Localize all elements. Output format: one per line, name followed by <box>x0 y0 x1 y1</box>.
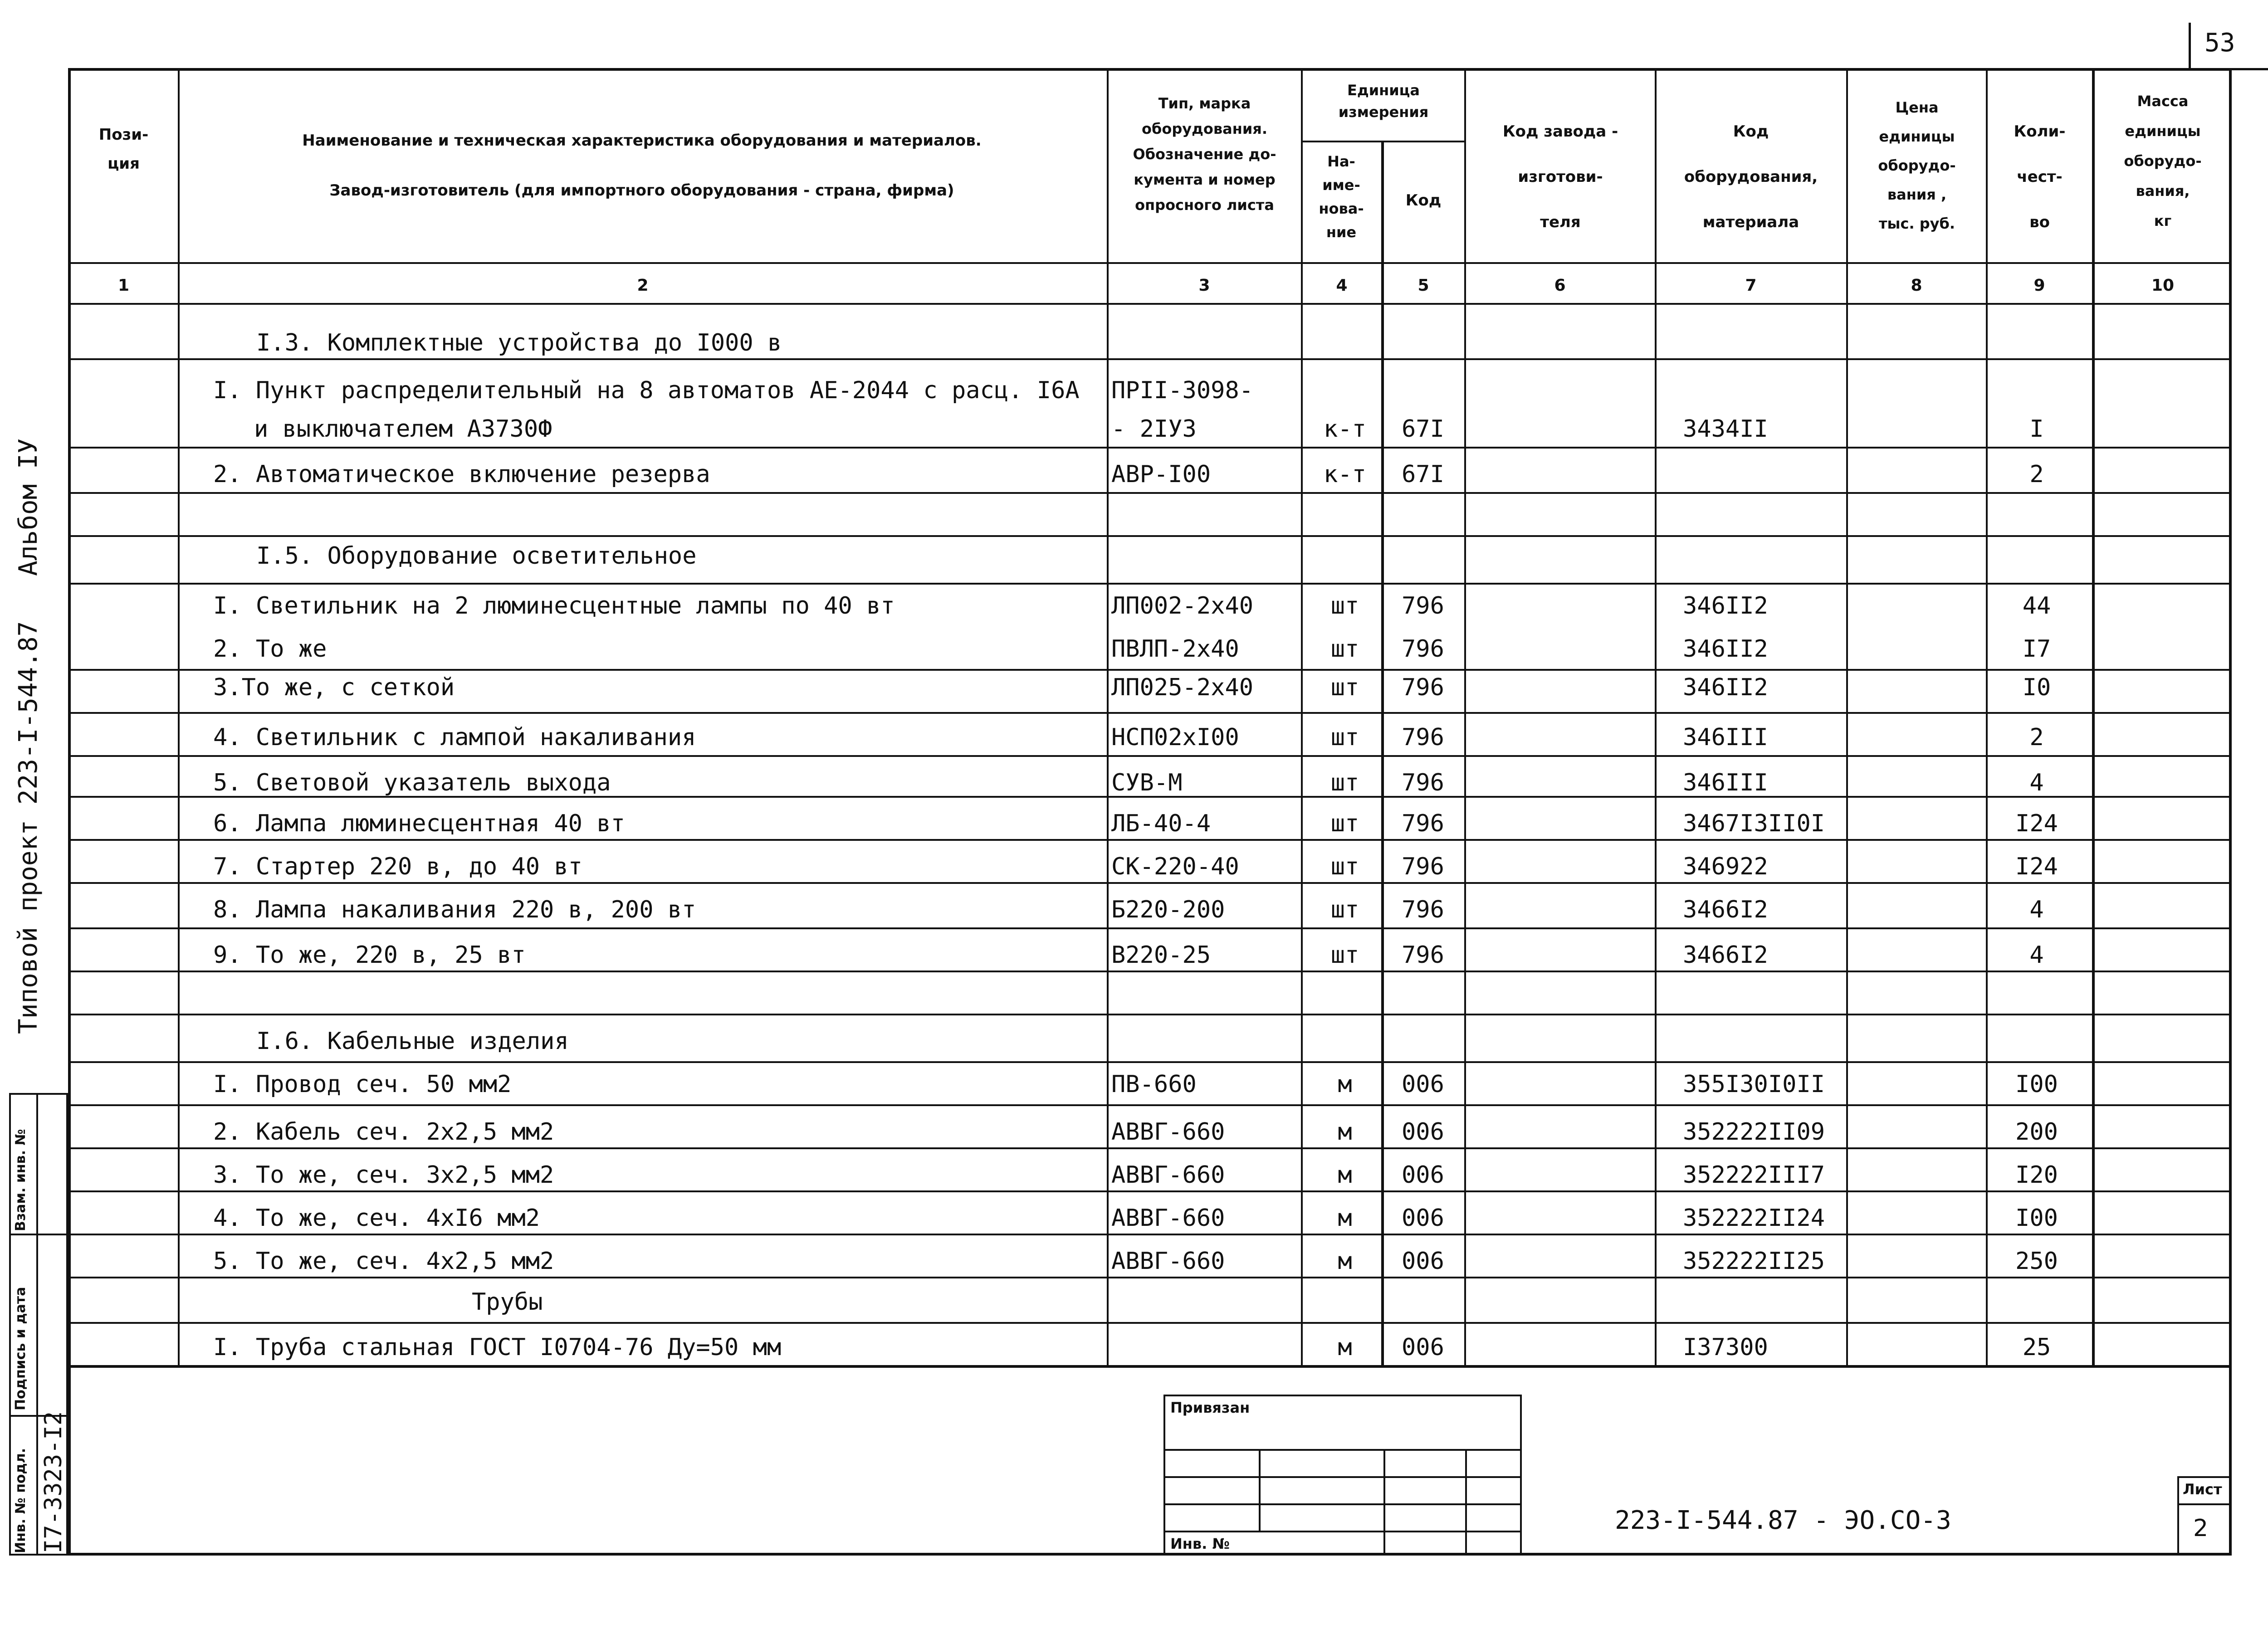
colnum-3: 3 <box>1198 276 1210 295</box>
row-eqcode: 3466I2 <box>1683 896 1768 923</box>
row-qty: I00 <box>2015 1071 2058 1098</box>
row-line <box>68 712 2232 714</box>
col-line <box>178 68 180 1366</box>
row-line <box>68 669 2232 671</box>
section-heading: Трубы <box>472 1288 543 1316</box>
row-qty: 4 <box>2029 896 2044 923</box>
row-unit: шт <box>1330 769 1359 796</box>
row-unit: шт <box>1330 896 1359 923</box>
row-eqcode: 346II2 <box>1683 592 1768 619</box>
row-code: 006 <box>1402 1248 1444 1275</box>
colnum-8: 8 <box>1911 276 1922 295</box>
row-code: 006 <box>1402 1161 1444 1189</box>
row-type: АВВГ-660 <box>1111 1248 1225 1275</box>
header-price: Цена единицы оборудо- вания , тыс. руб. <box>1878 99 1956 232</box>
row-name: 4. То же, сеч. 4хI6 мм2 <box>213 1205 540 1232</box>
side-stamp-divider <box>36 1093 38 1556</box>
row-type: ЛП002-2х40 <box>1111 592 1254 619</box>
row-type: АВВГ-660 <box>1111 1118 1225 1146</box>
row-unit: м <box>1338 1071 1352 1098</box>
row-line <box>68 1014 2232 1015</box>
row-qty: 2 <box>2029 724 2044 751</box>
document-designation: 223-I-544.87 - ЭО.СО-3 <box>1615 1506 1951 1535</box>
row-line <box>68 927 2232 929</box>
colnum-9: 9 <box>2033 276 2045 295</box>
row-line <box>68 971 2232 972</box>
side-sign-label: Подпись и дата <box>13 1287 29 1410</box>
stamp-line <box>1163 1503 1522 1505</box>
row-name: 2. Кабель сеч. 2х2,5 мм2 <box>213 1118 554 1146</box>
row-name: I. Провод сеч. 50 мм2 <box>213 1071 512 1098</box>
sheet-box-line <box>2177 1503 2232 1505</box>
header-bottom-line <box>68 262 2232 264</box>
row-name: 6. Лампа люминесцентная 40 вт <box>213 810 625 837</box>
row-code: 796 <box>1402 810 1444 837</box>
header-unit-group: Единица измерения <box>1338 82 1429 121</box>
section-heading: I.5. Оборудование осветительное <box>256 542 697 570</box>
page-number: 53 <box>2204 28 2235 58</box>
row-name: 5. То же, сеч. 4х2,5 мм2 <box>213 1248 554 1275</box>
row-type: СК-220-40 <box>1111 853 1239 880</box>
row-qty: I <box>2029 415 2044 443</box>
stamp-col <box>1465 1449 1467 1556</box>
row-line <box>68 839 2232 841</box>
row-line <box>68 1234 2232 1235</box>
row-eqcode: 3466I2 <box>1683 941 1768 969</box>
row-line <box>68 1147 2232 1149</box>
row-unit: шт <box>1330 941 1359 969</box>
row-line <box>68 1277 2232 1278</box>
row-line <box>68 882 2232 884</box>
row-qty: 4 <box>2029 769 2044 796</box>
row-type: АВР-I00 <box>1111 461 1211 488</box>
row-name: 2. Автоматическое включение резерва <box>213 461 710 488</box>
row-name: 3. То же, сеч. 3х2,5 мм2 <box>213 1161 554 1189</box>
row-type: АВВГ-660 <box>1111 1205 1225 1232</box>
header-name: Наименование и техническая характеристика оборудования и материалов. Завод-изготовитель (для импортного оборудования - страна, фирма) <box>302 132 982 200</box>
row-qty: I24 <box>2015 853 2058 880</box>
row-line <box>68 358 2232 360</box>
row-unit: шт <box>1330 635 1359 663</box>
row-line <box>68 535 2232 537</box>
row-code: 006 <box>1402 1071 1444 1098</box>
row-unit: м <box>1338 1248 1352 1275</box>
row-code: 796 <box>1402 635 1444 663</box>
row-code: 006 <box>1402 1205 1444 1232</box>
row-eqcode: 346III <box>1683 769 1768 796</box>
row-type: Б220-200 <box>1111 896 1225 923</box>
row-eqcode: 346922 <box>1683 853 1768 880</box>
row-name: 2. То же <box>213 635 327 663</box>
row-name: 7. Стартер 220 в, до 40 вт <box>213 853 582 880</box>
row-name: 8. Лампа накаливания 220 в, 200 вт <box>213 896 696 923</box>
row-eqcode: 352222II24 <box>1683 1205 1825 1232</box>
row-unit: к-т <box>1324 415 1366 443</box>
sheet-number: 2 <box>2193 1515 2209 1542</box>
header-unit-code: Код <box>1405 191 1442 210</box>
row-type: АВВГ-660 <box>1111 1161 1225 1189</box>
col-line <box>1107 68 1109 1366</box>
row-qty: 2 <box>2029 461 2044 488</box>
header-equipment-code: Код оборудования, материала <box>1684 122 1818 231</box>
row-code: 796 <box>1402 674 1444 701</box>
row-line <box>68 755 2232 757</box>
row-code: 67I <box>1402 461 1444 488</box>
colnum-6: 6 <box>1554 276 1566 295</box>
row-type: ПРII-3098- <box>1111 377 1254 404</box>
row-code: 006 <box>1402 1118 1444 1146</box>
stamp-col <box>1259 1449 1261 1531</box>
row-code: 796 <box>1402 724 1444 751</box>
side-album: Альбом IУ <box>14 438 43 576</box>
row-type: НСП02хI00 <box>1111 724 1239 751</box>
side-inv-number: I7-3323-I2 <box>40 1411 67 1553</box>
row-qty: 250 <box>2015 1248 2058 1275</box>
row-unit: м <box>1338 1205 1352 1232</box>
row-qty: I24 <box>2015 810 2058 837</box>
col-line <box>1655 68 1657 1366</box>
row-type: ПВЛП-2х40 <box>1111 635 1239 663</box>
table-bottom-line <box>68 1365 2232 1368</box>
header-plant-code: Код завода - изготови- теля <box>1502 122 1618 231</box>
colnum-10: 10 <box>2151 276 2175 295</box>
row-code: 796 <box>1402 896 1444 923</box>
stamp-line <box>1163 1449 1522 1451</box>
row-unit: шт <box>1330 592 1359 619</box>
row-eqcode: 355I30I0II <box>1683 1071 1825 1098</box>
stamp-line <box>1163 1476 1522 1478</box>
row-code: 796 <box>1402 592 1444 619</box>
row-qty: 44 <box>2022 592 2051 619</box>
row-eqcode: 352222II25 <box>1683 1248 1825 1275</box>
row-unit: м <box>1338 1118 1352 1146</box>
header-position: Пози- ция <box>98 126 149 173</box>
row-eqcode: 346II2 <box>1683 674 1768 701</box>
stamp-line <box>1163 1531 1522 1532</box>
colnum-5: 5 <box>1418 276 1429 295</box>
row-line <box>68 1322 2232 1324</box>
row-name: 3.То же, с сеткой <box>213 674 455 701</box>
row-eqcode: I37300 <box>1683 1334 1768 1361</box>
row-code: 67I <box>1402 415 1444 443</box>
row-code: 796 <box>1402 769 1444 796</box>
header-quantity: Коли- чест- во <box>2014 122 2066 231</box>
row-qty: 200 <box>2015 1118 2058 1146</box>
row-eqcode: 352222II09 <box>1683 1118 1825 1146</box>
row-unit: шт <box>1330 853 1359 880</box>
row-line <box>68 492 2232 494</box>
row-name: и выключателем А3730Ф <box>254 415 552 443</box>
inv-no-label: Инв. № <box>1170 1535 1230 1552</box>
col-line <box>1986 68 1988 1366</box>
header-type: Тип, марка оборудования. Обозначение до- кумента и номер опросного листа <box>1133 95 1276 214</box>
section-heading: I.3. Комплектные устройства до I000 в <box>256 329 782 356</box>
row-qty: 25 <box>2022 1334 2051 1361</box>
row-name: I. Светильник на 2 люминесцентные лампы по 40 вт <box>213 592 895 619</box>
row-qty: I0 <box>2022 674 2051 701</box>
side-stamp-line <box>9 1234 68 1235</box>
row-line <box>68 583 2232 585</box>
colnum-1: 1 <box>117 276 130 295</box>
side-replace-label: Взам. инв. № <box>13 1129 29 1231</box>
row-eqcode: 346III <box>1683 724 1768 751</box>
sheet-label: Лист <box>2183 1481 2222 1498</box>
row-unit: к-т <box>1324 461 1366 488</box>
col-line <box>1301 68 1303 1366</box>
row-name: I. Пункт распределительный на 8 автоматов АЕ-2044 с расц. I6А <box>213 377 1080 404</box>
row-eqcode: 346II2 <box>1683 635 1768 663</box>
row-type: ЛБ-40-4 <box>1111 810 1211 837</box>
row-eqcode: 352222III7 <box>1683 1161 1825 1189</box>
row-line <box>68 447 2232 449</box>
row-code: 006 <box>1402 1334 1444 1361</box>
row-type: ЛП025-2х40 <box>1111 674 1254 701</box>
row-qty: I00 <box>2015 1205 2058 1232</box>
row-code: 796 <box>1402 853 1444 880</box>
section-heading: I.6. Кабельные изделия <box>256 1028 569 1055</box>
row-type: В220-25 <box>1111 941 1211 969</box>
row-eqcode: 3467I3II0I <box>1683 810 1825 837</box>
row-line <box>68 1190 2232 1192</box>
col-line <box>1846 68 1848 1366</box>
stamp-col <box>1383 1449 1385 1556</box>
row-qty: I20 <box>2015 1161 2058 1189</box>
row-name: 4. Светильник с лампой накаливания <box>213 724 696 751</box>
row-type: - 2IУ3 <box>1111 415 1197 443</box>
colnum-7: 7 <box>1745 276 1757 295</box>
privyazan-label: Привязан <box>1170 1399 1250 1416</box>
side-project-title: Типовой проект 223-I-544.87 <box>14 621 43 1034</box>
row-type: ПВ-660 <box>1111 1071 1197 1098</box>
row-name: 5. Световой указатель выхода <box>213 769 611 796</box>
colnum-4: 4 <box>1336 276 1348 295</box>
row-eqcode: 3434II <box>1683 415 1768 443</box>
col-line <box>1464 68 1466 1366</box>
row-unit: шт <box>1330 674 1359 701</box>
row-code: 796 <box>1402 941 1444 969</box>
row-unit: м <box>1338 1334 1352 1361</box>
header-unit-name: На- име- нова- ние <box>1319 153 1364 241</box>
row-qty: 4 <box>2029 941 2044 969</box>
header-mass: Масса единицы оборудо- вания, кг <box>2124 93 2202 229</box>
row-unit: шт <box>1330 810 1359 837</box>
row-line <box>68 1061 2232 1063</box>
row-qty: I7 <box>2022 635 2051 663</box>
row-unit: шт <box>1330 724 1359 751</box>
colnum-2: 2 <box>637 276 649 295</box>
row-name: I. Труба стальная ГОСТ I0704-76 Ду=50 мм <box>213 1334 782 1361</box>
row-unit: м <box>1338 1161 1352 1189</box>
row-line <box>68 1104 2232 1106</box>
col-line <box>2092 68 2095 1366</box>
side-inv-label: Инв. № подл. <box>13 1448 29 1553</box>
row-name: 9. То же, 220 в, 25 вт <box>213 941 526 969</box>
row-type: СУВ-М <box>1111 769 1183 796</box>
